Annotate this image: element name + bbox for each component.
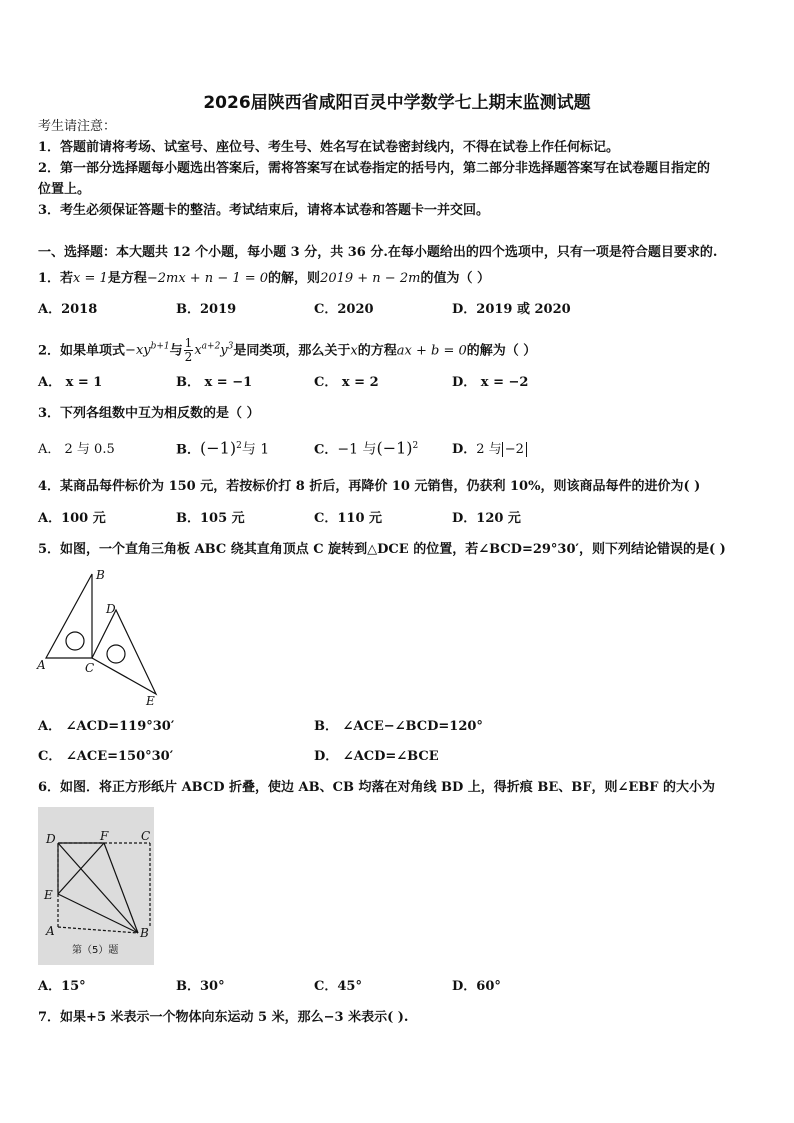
q5-option-a: A． ∠ACD=119°30′ [38, 719, 175, 734]
label-d: D [106, 602, 116, 616]
q6-option-c: C．45° [314, 979, 362, 994]
question-2: 2．如果单项式$-xy^{b+1}$与 $\frac{1}{2}$ $x^{a+2}y^3$是同类项，那么关于x的方程ax + b = 0的解为（ ） [38, 336, 537, 365]
notice-item: 位置上。 [38, 182, 91, 197]
q3-option-b: B．$(-1)^2$与 1 [176, 438, 270, 458]
q1-option-a: A．2018 [38, 302, 98, 317]
figure-caption: 第（5）题 [72, 945, 119, 956]
label-f: F [100, 829, 109, 843]
triangle-dce [92, 610, 156, 694]
question-6: 6．如图．将正方形纸片 ABCD 折叠，使边 AB、CB 均落在对角线 BD 上，得折痕 BE、BF，则∠EBF 的大小为 [38, 780, 715, 795]
q4-option-b: B．105 元 [176, 511, 245, 526]
q6-option-a: A．15° [38, 979, 86, 994]
page-title: 2026届陕西省咸阳百灵中学数学七上期末监测试题 [203, 93, 591, 113]
q2-option-c: C． x = 2 [314, 375, 379, 390]
q5-option-b: B． ∠ACE−∠BCD=120° [314, 719, 483, 734]
question-7: 7．如果+5 米表示一个物体向东运动 5 米，那么−3 米表示( ). [38, 1010, 409, 1025]
label-e: E [44, 888, 53, 902]
q6-option-d: D．60° [452, 979, 501, 994]
question-4: 4．某商品每件标价为 150 元，若按标价打 8 折后，再降价 10 元销售，仍获利 10%，则该商品每件的进价为( ) [38, 479, 701, 494]
q5-option-c: C． ∠ACE=150°30′ [38, 749, 174, 764]
question-1: 1．若x = 1是方程−2mx + n − 1 = 0的解，则2019 + n − 2m的值为（ ） [38, 271, 490, 286]
q3-option-d: D．2 与 −2 [452, 441, 527, 459]
q6-square-figure [38, 807, 154, 965]
q2-option-d: D． x = −2 [452, 375, 529, 390]
label-a: A [37, 658, 46, 672]
q1-option-d: D．2019 或 2020 [452, 302, 571, 317]
notice-item: 3．考生必须保证答题卡的整洁。考试结束后，请将本试卷和答题卡一并交回。 [38, 203, 490, 218]
question-3: 3．下列各组数中互为相反数的是（ ） [38, 406, 260, 421]
notice-item: 1．答题前请将考场、试室号、座位号、考生号、姓名写在试卷密封线内，不得在试卷上作任何标记。 [38, 140, 620, 155]
q4-option-c: C．110 元 [314, 511, 383, 526]
q5-triangle-figure [36, 566, 166, 710]
q2-option-b: B． x = −1 [176, 375, 253, 390]
q6-option-b: B．30° [176, 979, 225, 994]
notice-heading: 考生请注意： [38, 119, 117, 134]
triangle-abc [46, 574, 92, 658]
q5-option-d: D． ∠ACD=∠BCE [314, 749, 439, 764]
label-b: B [96, 568, 105, 582]
triangle-hole-1 [66, 632, 84, 650]
section-heading: 一、选择题：本大题共 12 个小题，每小题 3 分，共 36 分.在每小题给出的四个选项中，只有一项是符合题目要求的. [38, 245, 718, 260]
q2-option-a: A． x = 1 [38, 375, 103, 390]
label-a: A [46, 924, 55, 938]
label-c: C [141, 829, 151, 843]
label-b: B [140, 926, 149, 940]
label-c: C [85, 661, 95, 675]
q1-option-b: B．2019 [176, 302, 237, 317]
triangle-hole-2 [107, 645, 125, 663]
notice-item: 2．第一部分选择题每小题选出答案后，需将答案写在试卷指定的括号内，第二部分非选择题答案写在试卷题目指定的 [38, 161, 711, 176]
question-5: 5．如图，一个直角三角板 ABC 绕其直角顶点 C 旋转到△DCE 的位置，若∠BCD=29°30′，则下列结论错误的是( ) [38, 542, 726, 557]
label-d: D [46, 832, 56, 846]
q1-option-c: C．2020 [314, 302, 374, 317]
q4-option-d: D．120 元 [452, 511, 521, 526]
q4-option-a: A．100 元 [38, 511, 106, 526]
q3-option-a: A． 2 与 0.5 [38, 442, 115, 457]
label-e: E [146, 694, 155, 708]
q3-option-c: C．−1 与$(-1)^2$ [314, 438, 419, 458]
